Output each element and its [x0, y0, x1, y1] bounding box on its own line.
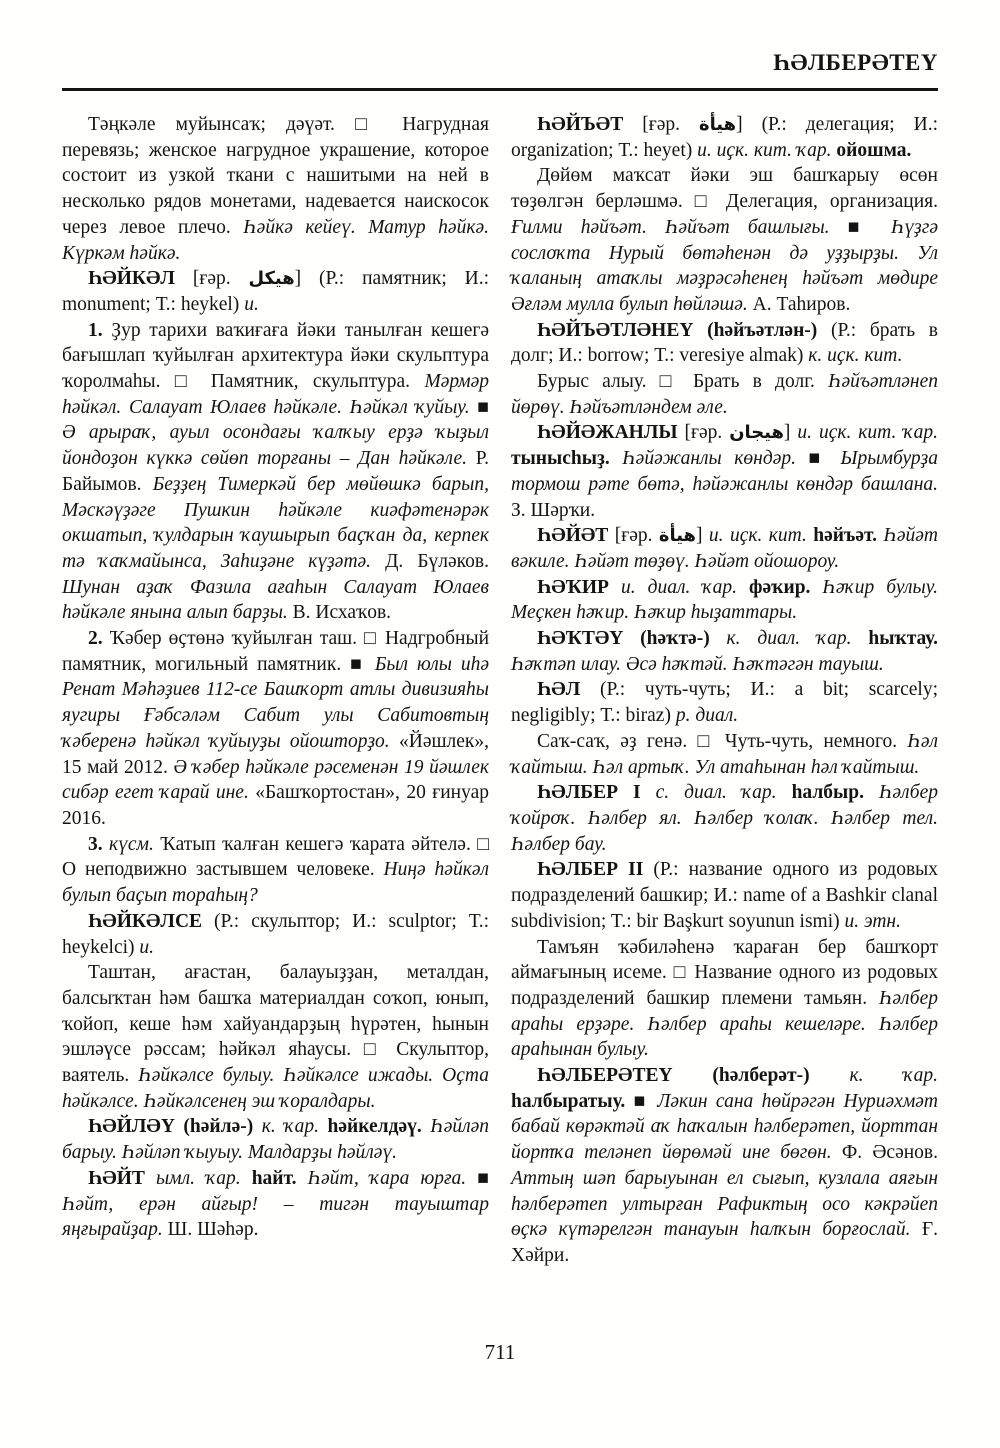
text-run: [ғәр.	[192, 268, 249, 290]
text-run: Ғилми һәйъәт. Һәйъәт башлығы.	[511, 216, 848, 238]
text-run: Һәйъәтләнеп йөрөү. Һәйъәтләндем әле.	[511, 371, 938, 418]
text-run: Һәҡир булыу. Меҫкен һәҡир. Һәҡир һыҙаттары.	[511, 576, 938, 624]
text-run: ҺӘЙЪӘТ	[537, 114, 643, 135]
text-run: Һәлбер араһы ерҙәре. Һәлбер араһы кешеләре. Һәлбер араһынан булыу.	[511, 987, 938, 1061]
text-run: [ғәр.	[684, 422, 730, 444]
text-run: и.	[244, 293, 259, 315]
text-run: һалбыратыу.	[511, 1090, 634, 1112]
running-head: ҺӘЛБЕРӘТЕҮ	[773, 50, 938, 75]
entry-paragraph	[62, 909, 489, 960]
text-run: һыҡтау.	[868, 628, 938, 650]
text-run: ■	[477, 396, 489, 418]
text-run: Бурыс алыу. □ Брать в долг.	[537, 371, 829, 393]
text-run: Һүҙгә сослоҡта Нурый бөтәһенән дә уҙҙырҙы. Ул ҡаланың атаҡлы мәҙрәсәһенең һәйъәт мөдире Әғләм мулла булып һөйләшә.	[511, 216, 938, 315]
text-run: 1.	[88, 319, 112, 341]
text-run: 2.	[88, 628, 110, 650]
text-run: ■	[808, 448, 841, 470]
left-column	[62, 112, 489, 1269]
text-run: Ҡәбер өҫтөнә ҡуйылған таш. □ Надгробный памятник, могильный памятник. ■	[62, 628, 490, 675]
text-run: Саҡ-саҡ, әҙ генә. □ Чуть-чуть, немного.	[537, 730, 908, 752]
text-run: Ш. Шәһәр.	[167, 1219, 259, 1241]
text-run: Һәйт, ерән айғыр! – тигән тауыштар яңғырайҙар.	[62, 1193, 489, 1241]
text-run: Ә ҡәбер һәйкәле рәсеменән 19 йәшлек сибәр егет ҡарай ине.	[62, 756, 489, 804]
text-run: [ғәр.	[642, 114, 699, 135]
text-run: ҺӘЙКӘЛСЕ	[88, 910, 215, 932]
text-run: ҺӘЛБЕР II	[537, 859, 654, 881]
text-run: Был юлы иһә Ренат Мәһәҙиев 112-се Башҡорт атлы дивизияһы яугиры Ғәбсәләм Сабит улы Сабитовтың ҡәберенә һәйкәл ҡуйыуҙы ойошторҙо.	[62, 653, 489, 752]
text-run: к. ҡар.	[849, 1065, 938, 1087]
text-run: Ғ. Хәйри.	[511, 1219, 938, 1266]
entry-paragraph	[511, 575, 938, 626]
text-run: тынысһыҙ.	[511, 448, 623, 470]
text-run: ■	[847, 216, 891, 238]
page-number: 711	[484, 1340, 516, 1364]
text-run: Д. Бүләков.	[385, 550, 489, 572]
text-run: ] (Р.: памятник; И.: monument; Т.: heykel)	[62, 268, 489, 315]
text-run: Ә арыраҡ, ауыл осондағы ҡалҡыу ерҙә ҡыҙыл йондоҙон күккә сөйөп торғаны – Дан һәйкәле.	[62, 422, 489, 470]
text-run: ■	[477, 1167, 489, 1189]
text-run: Шунан аҙаҡ Фазила ағаһын Салауат Юлаев һәйкәле янына алып барҙы.	[62, 576, 489, 624]
text-run: и. иҫк. кит. ҡар.	[797, 422, 938, 444]
entry-paragraph	[62, 1166, 489, 1243]
text-run: (Р.: брать в долг; И.: borrow; Т.: veresiye almak)	[511, 319, 938, 367]
text-run: Һәйт, ҡара юрға.	[307, 1167, 478, 1189]
text-run: ҺӘЙТ	[88, 1167, 156, 1189]
text-run: Һәйләп барыу. Һәйләп ҡыуыу. Малдарҙы һәйләү.	[62, 1116, 490, 1164]
text-run: һәйкелдәү.	[327, 1116, 431, 1138]
text-run: ойошма.	[836, 139, 912, 161]
text-run: ҺӘЛ	[537, 679, 600, 701]
text-run: Таштан, ағастан, балауыҙҙан, металдан, балсыҡтан һәм башҡа материалдан соҡоп, юнып, ҡойоп, кеше һәм хайуандарҙың һүрәтен, һынын эшләүсе рәссам; һәйкәл яһаусы. □ Скульптор, ваятель.	[62, 962, 489, 1087]
entry-paragraph	[511, 369, 938, 420]
text-run: ҺӘЙӘТ	[537, 525, 615, 547]
text-run: Дөйөм маҡсат йәки эш башҡарыу өсөн төҙөлгән берләшмә. □ Делегация, организация.	[511, 165, 938, 213]
text-run: В. Исхаҡов.	[292, 602, 392, 624]
entry-paragraph	[511, 780, 938, 857]
entry-paragraph	[511, 935, 938, 1064]
entry-paragraph	[511, 729, 938, 780]
text-run: Ниңә һәйкәл булып баҫып тораһың?	[62, 859, 489, 907]
text-run: ҺӘЙЪӘТЛӘНЕҮ (һәйъәтлән-)	[537, 319, 831, 341]
text-run: ҺӘҠТӘҮ (һәҡтә-)	[537, 628, 727, 650]
text-run: [ғәр.	[614, 525, 659, 547]
text-run: Ҙур тарихи ваҡиғаға йәки танылған кешегә бағышлап ҡуйылған архитектура йәки скульптура ҡоролмаһы. □ Памятник, скульптура.	[62, 319, 490, 393]
text-run: Р. Байымов.	[62, 448, 489, 495]
entry-paragraph	[62, 318, 489, 626]
text-run: ҺӘЙӘЖАНЛЫ	[537, 422, 685, 444]
text-run: З. Шәрҡи.	[511, 499, 596, 521]
text-run: Һәйкәлсе булыу. Һәйкәлсе ижады. Оҫта һәйкәлсе. Һәйкәлсенең эш ҡоралдары.	[62, 1065, 489, 1112]
text-run: ҺӘЛБЕР I	[537, 782, 656, 804]
text-run: Һәл ҡайтыш. Һәл артыҡ. Ул атаһынан һәл ҡайтыш.	[511, 730, 938, 778]
text-run: и. иҫк. кит. ҡар.	[697, 139, 837, 161]
text-run: и.	[139, 936, 155, 958]
text-run: (Р.: скульптор; И.: sculptor; Т.: heykelci)	[62, 910, 489, 958]
text-run: һайт.	[251, 1167, 308, 1189]
text-run: Һәйкә кейеү. Матур һәйкә. Күркәм һәйкә.	[62, 216, 489, 264]
text-run: Беҙҙең Тимеркәй бер мөйөшкә барып, Мәскәүҙәге Пушкин һәйкәле киәфәтенәрәк окшатып, ҡулдарын ҡаушырып баҫҡан да, керпек тә ҡаҡмайынса, Заһиҙәне күҙәтә.	[62, 473, 490, 572]
text-run: «Йәшлек», 15 май 2012.	[62, 730, 489, 778]
text-run: һалбыр.	[791, 782, 879, 804]
entry-paragraph	[62, 1114, 489, 1165]
arabic-etymon: هيجان	[729, 422, 784, 444]
entry-paragraph	[511, 420, 938, 523]
text-run: (Р.: чуть-чуть; И.: a bit; scarcely; negligibly; Т.: biraz)	[511, 679, 939, 727]
text-run: р. диал.	[675, 705, 739, 727]
text-columns	[62, 112, 938, 1269]
text-run: ымл. ҡар.	[155, 1167, 252, 1189]
entry-paragraph	[62, 266, 489, 317]
entry-paragraph	[511, 523, 938, 574]
arabic-etymon: هيأة	[658, 525, 696, 547]
text-run: һәйъәт.	[813, 525, 884, 547]
text-run: күсм.	[109, 833, 161, 855]
text-run: ҺӘЙКӘЛ	[88, 268, 193, 290]
text-run: Һәйәт вәкиле. Һәйәт төҙөү. Һәйәт ойошороу.	[511, 525, 939, 572]
text-run: к. иҫк. кит.	[808, 345, 903, 367]
text-run: Һәйәжанлы көндәр.	[622, 448, 809, 470]
text-run: и. этн.	[844, 910, 901, 932]
entry-paragraph	[62, 960, 489, 1114]
entry-paragraph	[511, 626, 938, 677]
text-run: с. диал. ҡар.	[655, 782, 792, 804]
text-run: Ырымбурҙа тормош рәте бөтә, һәйәжанлы көндәр башлана.	[511, 448, 939, 495]
text-run: Мәрмәр һәйкәл. Салауат Юлаев һәйкәле. Һәйкәл ҡуйыу.	[62, 371, 489, 418]
text-run: к. диал. ҡар.	[726, 628, 869, 650]
entry-paragraph	[511, 318, 938, 369]
header-rule	[62, 88, 938, 91]
entry-paragraph	[511, 112, 938, 163]
entry-paragraph	[62, 112, 489, 266]
entry-paragraph	[62, 832, 489, 909]
text-run: ■	[633, 1090, 658, 1112]
text-run: Ләкин сана һөйрәгән Нуриәхмәт бабай көрәктәй аҡ һаҡалын һәлберәтеп, йорттан йортҡа теләнеп йөрөмәй ине бөгөн.	[511, 1090, 939, 1164]
text-run: ҺӘҠИР	[537, 576, 621, 598]
entry-paragraph	[511, 163, 938, 317]
text-run: Аттың шәп барыуынан ел сығып, кузлала аяғын һәлберәтеп ултырған Рафиктың осо кәкрәйеп өҫкә күтәрелгән танауын һалҡын борғослай.	[511, 1167, 938, 1241]
text-run: и. диал. ҡар.	[620, 576, 750, 598]
text-run: Һәҡтәп илау. Әсә һәҡтәй. Һәҡтәгән тауыш.	[511, 653, 884, 675]
entry-paragraph	[511, 1063, 938, 1269]
text-run: А. Таһиров.	[752, 293, 851, 315]
entry-paragraph	[62, 626, 489, 832]
entry-paragraph	[511, 677, 938, 728]
text-run: ]	[696, 525, 709, 547]
text-run: (Р.: название одного из родовых подразделений башкир; И.: name of a Bashkir clanal subdivision; T.: bir Başkurt soyunun ismi)	[511, 859, 938, 932]
arabic-etymon: هيأة	[698, 114, 737, 135]
text-run: Тамъян ҡәбиләһенә ҡараған бер башҡорт аймағының исеме. □ Название одного из родовых подразделений башкир племени тамьян.	[511, 936, 938, 1009]
text-run: фәҡир.	[749, 576, 823, 598]
text-run: ]	[783, 422, 798, 444]
text-run: Һәлбер ҡойроҡ. Һәлбер ял. Һәлбер ҡолаҡ. Һәлбер тел. Һәлбер бау.	[511, 782, 939, 855]
right-column	[511, 112, 938, 1269]
text-run: «Башҡортостан», 20 ғинуар 2016.	[62, 782, 489, 829]
text-run: 3.	[88, 833, 110, 855]
text-run: Ф. Әсәнов.	[841, 1142, 938, 1164]
entry-paragraph	[511, 857, 938, 934]
text-run: Ҡатып ҡалған кешегә ҡарата әйтелә. □ О неподвижно застывшем человеке.	[62, 833, 489, 881]
text-run: ҺӘЛБЕРӘТЕҮ (һәлберәт-)	[537, 1065, 850, 1087]
text-run: ҺӘЙЛӘҮ (һәйлә-)	[88, 1116, 262, 1138]
text-run: к. ҡар.	[261, 1116, 328, 1138]
text-run: и. иҫк. кит.	[708, 525, 814, 547]
arabic-etymon: هيكل	[248, 268, 295, 290]
text-run: ] (Р.: делегация; И.: organization; Т.: heyet)	[511, 114, 938, 161]
text-run: Тәңкәле муйынсаҡ; дәүәт. □ Нагрудная перевязь; женское нагрудное украшение, которое состоит из узкой ткани с нашитыми на ней в несколько рядов монетами, надевается наискосок через левое плечо.	[62, 114, 489, 238]
